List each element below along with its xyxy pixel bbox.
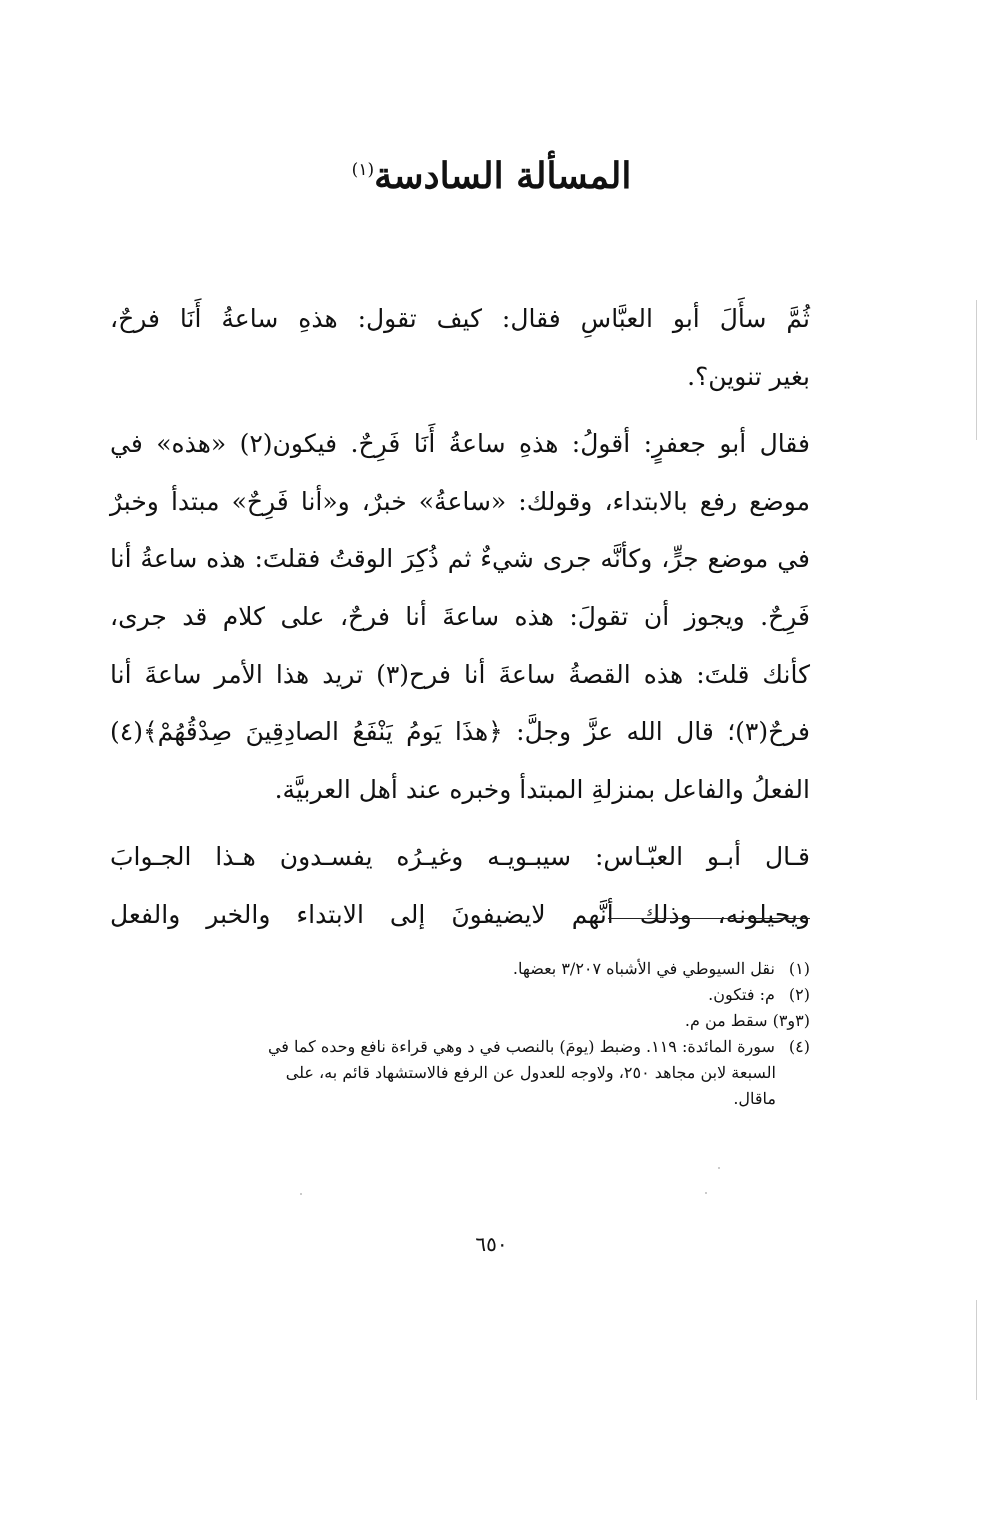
footnote-text: نقل السيوطي في الأشباه ٣/٢٠٧ بعضها. bbox=[512, 959, 775, 978]
main-text bbox=[110, 290, 810, 944]
page-number: ٦٥٠ bbox=[475, 1232, 508, 1256]
footnote-4-continued: السبعة لابن مجاهد ٢٥٠، ولاوجه للعدول عن الرفع فالاستشهاد قائم به، على bbox=[285, 1063, 776, 1082]
footnote-divider bbox=[608, 918, 810, 919]
paragraph-2 bbox=[110, 415, 810, 818]
scan-speck bbox=[705, 1192, 707, 1194]
scan-edge-mark bbox=[976, 300, 977, 440]
text-line: فقال أبو جعفرٍ: أقولُ: هذهِ ساعةُ أَنَا فَرِحٌ. فيكون(٢) «هذه» في bbox=[110, 429, 810, 459]
footnote-text: سورة المائدة: ١١٩. وضبط (يومَ) بالنصب في د وهي قراءة نافع وحده كما في bbox=[267, 1037, 775, 1056]
paragraph-1 bbox=[110, 290, 810, 405]
footnote-number: (٤) bbox=[788, 1037, 810, 1056]
text-line: ثُمَّ سأَلَ أبو العبَّاسِ فقال: كيف تقول: هذهِ ساعةُ أَنَا فرحٌ، bbox=[110, 304, 810, 333]
text-line: قـال أبـو العبّـاس: سيبـويـه وغيـرُه يفسـدون هـذا الجـوابَ bbox=[110, 842, 810, 872]
scan-speck bbox=[300, 1193, 302, 1195]
text-line: كأنك قلتَ: هذه القصةُ ساعةَ أنا فرح(٣) تريد هذا الأمر ساعةَ أنا bbox=[110, 659, 810, 689]
footnote-4-continued: ماقال. bbox=[733, 1089, 776, 1108]
text-line: بغير تنوين؟. bbox=[687, 361, 810, 391]
text-line: موضع رفع بالابتداء، وقولك: «ساعةُ» خبرٌ، و«أنا فَرِحٌ» مبتدأ وخبرٌ bbox=[110, 486, 810, 516]
footnote-text: م: فتكون. bbox=[708, 985, 775, 1004]
title-footnote-ref: (١) bbox=[351, 160, 375, 180]
footnote-4 bbox=[110, 1034, 810, 1060]
paragraph-3 bbox=[110, 828, 810, 943]
text-line: الفعلُ والفاعل بمنزلةِ المبتدأ وخبره عند أهل العربيَّة. bbox=[274, 774, 810, 804]
chapter-title bbox=[0, 140, 983, 206]
text-line: في موضع جرٍّ، وكأنَّه جرى شيءٌ ثم ذُكِرَ الوقتُ فقلتَ: هذه ساعةُ أنا bbox=[110, 544, 810, 574]
text-line: فَرِحٌ. ويجوز أن تقولَ: هذه ساعةَ أنا فرحٌ، على كلام قد جرى، bbox=[110, 601, 810, 631]
footnotes bbox=[110, 956, 810, 1112]
scan-edge-mark bbox=[976, 1300, 977, 1400]
scan-speck bbox=[718, 1167, 720, 1169]
text-line: ويحيلونه، وذلك أنَّهم لايضيفونَ إلى الابتداء والخبر والفعل bbox=[110, 899, 810, 929]
footnote-2 bbox=[110, 982, 810, 1008]
footnote-number: (١) bbox=[788, 959, 810, 978]
footnote-3 bbox=[110, 1008, 810, 1034]
footnote-number: (٢) bbox=[788, 985, 810, 1004]
footnote-text: سقط من م. bbox=[684, 1011, 768, 1030]
footnote-1 bbox=[110, 956, 810, 982]
chapter-title-text: المسألة السادسة bbox=[374, 155, 632, 197]
footnote-number: (٣و٣) bbox=[772, 1011, 810, 1030]
text-line: فرحٌ(٣)؛ قال الله عزَّ وجلَّ: ﴿هذَا يَومُ يَنْفَعُ الصادِقِينَ صِدْقُهُمْ﴾(٤) bbox=[110, 717, 810, 747]
